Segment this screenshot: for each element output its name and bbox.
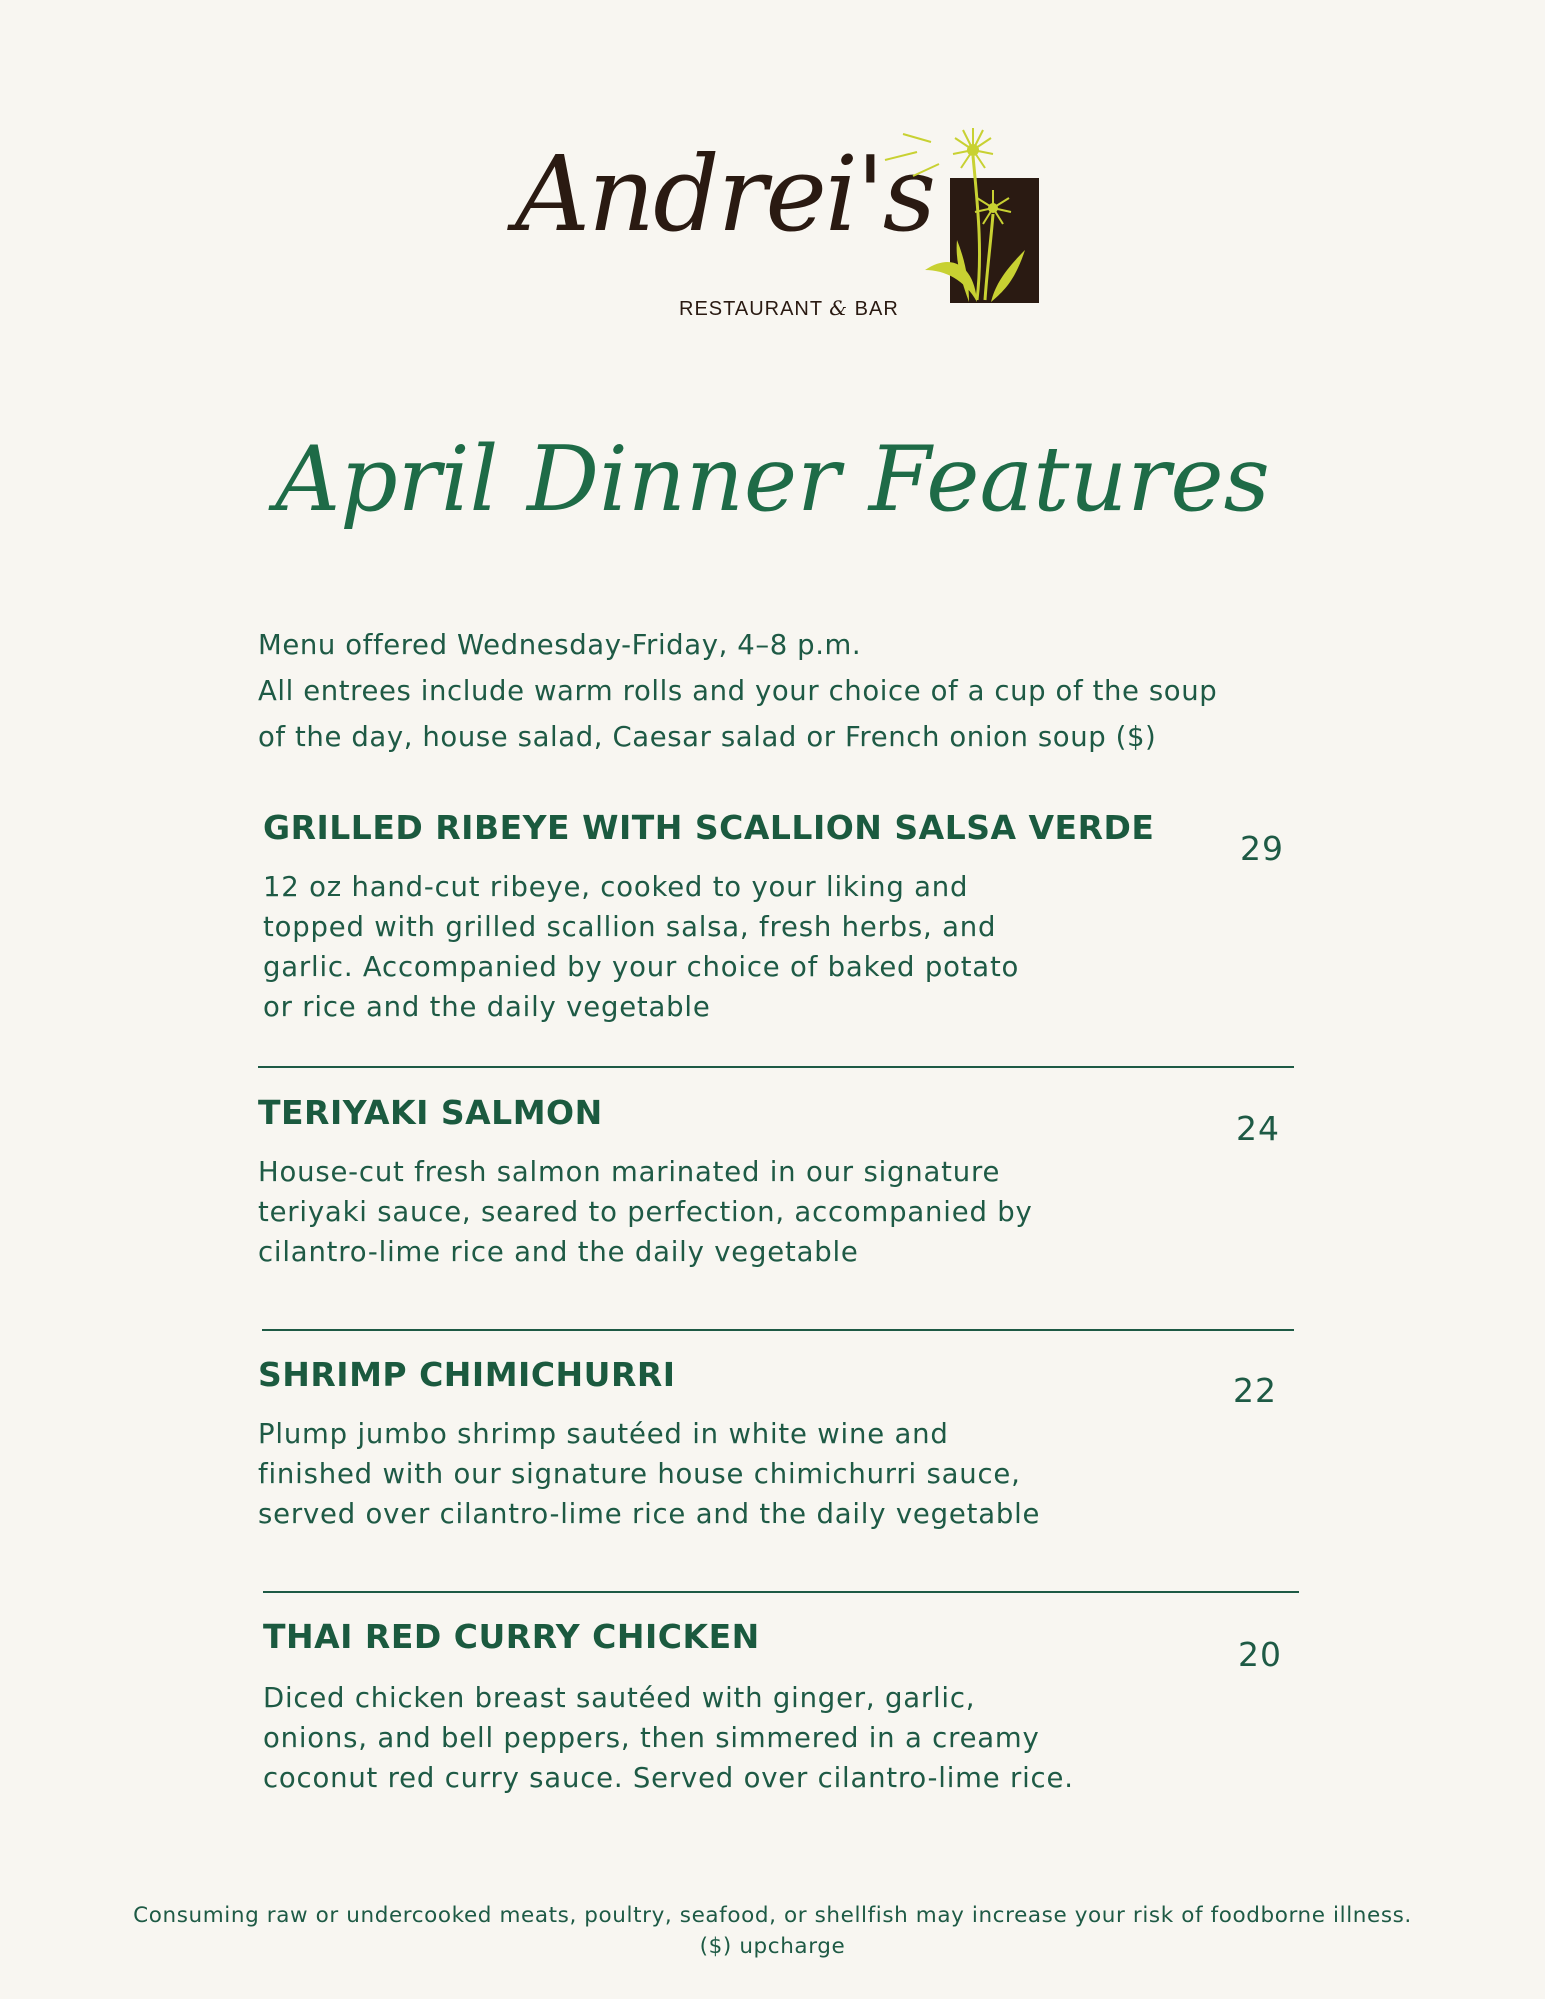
description-line: 12 oz hand-cut ribeye, cooked to your liking and xyxy=(263,871,969,903)
foodborne-warning: Consuming raw or undercooked meats, poultry, seafood, or shellfish may increase your risk of foodborne illness. xyxy=(133,1903,1412,1928)
menu-item-description xyxy=(263,867,1019,1027)
menu-item-description xyxy=(258,1414,1040,1534)
divider xyxy=(258,1066,1294,1068)
intro-line: All entrees include warm rolls and your choice of a cup of the soup xyxy=(258,675,1218,707)
description-line: cilantro-lime rice and the daily vegetable xyxy=(258,1236,859,1268)
description-line: finished with our signature house chimichurri sauce, xyxy=(258,1458,1021,1490)
description-line: House-cut fresh salmon marinated in our signature xyxy=(258,1156,1001,1188)
menu-item-name: GRILLED RIBEYE WITH SCALLION SALSA VERDE xyxy=(263,808,1155,847)
menu-intro xyxy=(258,622,1398,760)
menu-item-name: SHRIMP CHIMICHURRI xyxy=(258,1355,676,1394)
intro-line: Menu offered Wednesday-Friday, 4–8 p.m. xyxy=(258,629,862,661)
menu-item-price: 20 xyxy=(1238,1635,1282,1674)
description-line: teriyaki sauce, seared to perfection, accompanied by xyxy=(258,1196,1033,1228)
menu-item-name: THAI RED CURRY CHICKEN xyxy=(263,1617,760,1656)
menu-item-price: 29 xyxy=(1240,829,1284,868)
logo-subtitle-amp: & xyxy=(829,296,849,320)
description-line: served over cilantro-lime rice and the daily vegetable xyxy=(258,1498,1041,1530)
dandelion-icon xyxy=(865,120,1041,310)
menu-item-description xyxy=(258,1152,1033,1272)
description-line: garlic. Accompanied by your choice of baked potato xyxy=(263,951,1020,983)
description-line: or rice and the daily vegetable xyxy=(263,991,711,1023)
description-line: coconut red curry sauce. Served over cilantro-lime rice. xyxy=(263,1762,1074,1794)
menu-item-name: TERIYAKI SALMON xyxy=(258,1093,603,1132)
description-line: Plump jumbo shrimp sautéed in white wine and xyxy=(258,1418,949,1450)
footer xyxy=(0,1900,1545,1962)
upcharge-note: ($) upcharge xyxy=(699,1934,846,1959)
description-line: onions, and bell peppers, then simmered in a creamy xyxy=(263,1722,1040,1754)
logo-subtitle xyxy=(679,296,899,321)
description-line: Diced chicken breast sautéed with ginger, garlic, xyxy=(263,1682,976,1714)
intro-line: of the day, house salad, Caesar salad or French onion soup ($) xyxy=(258,721,1157,753)
logo-wordmark: Andrei's xyxy=(515,133,935,255)
restaurant-logo xyxy=(515,120,1035,320)
description-line: topped with grilled scallion salsa, fresh herbs, and xyxy=(263,911,997,943)
divider xyxy=(263,1591,1299,1593)
page-title: April Dinner Features xyxy=(275,427,1270,532)
logo-subtitle-right: BAR xyxy=(854,298,899,320)
menu-item-price: 22 xyxy=(1233,1371,1277,1410)
divider xyxy=(262,1329,1294,1331)
menu-item-price: 24 xyxy=(1236,1109,1280,1148)
logo-subtitle-left: RESTAURANT xyxy=(679,298,823,320)
menu-item-description xyxy=(263,1678,1074,1798)
